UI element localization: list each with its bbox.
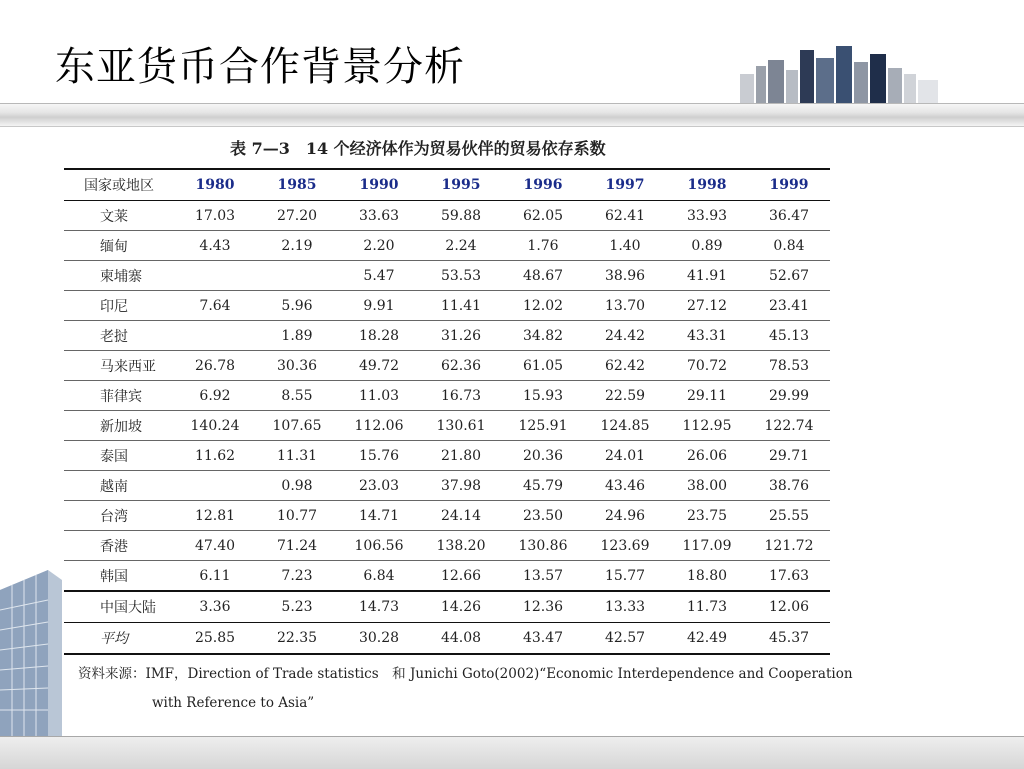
cell-value: 112.06 xyxy=(338,411,420,441)
cell-value: 14.26 xyxy=(420,591,502,623)
cell-value: 15.76 xyxy=(338,441,420,471)
cell-value xyxy=(256,261,338,291)
cell-value: 12.81 xyxy=(174,501,256,531)
cell-value: 1.40 xyxy=(584,231,666,261)
cell-value: 1.76 xyxy=(502,231,584,261)
cell-value xyxy=(174,261,256,291)
cell-value: 106.56 xyxy=(338,531,420,561)
cell-value: 48.67 xyxy=(502,261,584,291)
cell-value: 23.41 xyxy=(748,291,830,321)
cell-value: 4.43 xyxy=(174,231,256,261)
building-decoration xyxy=(0,570,62,738)
cell-value: 12.36 xyxy=(502,591,584,623)
cell-value: 12.66 xyxy=(420,561,502,592)
cell-value: 121.72 xyxy=(748,531,830,561)
cell-value: 12.02 xyxy=(502,291,584,321)
cell-value: 24.42 xyxy=(584,321,666,351)
cell-value: 124.85 xyxy=(584,411,666,441)
table-row xyxy=(64,531,830,561)
table-row xyxy=(64,291,830,321)
cell-value: 130.86 xyxy=(502,531,584,561)
cell-value: 43.31 xyxy=(666,321,748,351)
header-rule xyxy=(0,103,1024,127)
cell-value: 10.77 xyxy=(256,501,338,531)
cell-value: 25.55 xyxy=(748,501,830,531)
cell-value: 23.03 xyxy=(338,471,420,501)
cell-value: 1.89 xyxy=(256,321,338,351)
cell-value: 33.63 xyxy=(338,201,420,231)
cell-value: 15.93 xyxy=(502,381,584,411)
cell-value: 117.09 xyxy=(666,531,748,561)
cell-value: 45.37 xyxy=(748,623,830,655)
slide-title: 东亚货币合作背景分析 xyxy=(55,44,465,90)
cell-value: 23.75 xyxy=(666,501,748,531)
cell-value: 123.69 xyxy=(584,531,666,561)
cell-value: 22.59 xyxy=(584,381,666,411)
table-caption: 表 7—3 14 个经济体作为贸易伙伴的贸易依存系数 xyxy=(230,139,606,158)
cell-value: 44.08 xyxy=(420,623,502,655)
cell-value: 11.03 xyxy=(338,381,420,411)
cell-value: 14.73 xyxy=(338,591,420,623)
cell-value: 29.99 xyxy=(748,381,830,411)
row-label: 韩国 xyxy=(64,561,174,592)
cell-value: 6.11 xyxy=(174,561,256,592)
cell-value: 24.14 xyxy=(420,501,502,531)
cell-value: 23.50 xyxy=(502,501,584,531)
row-label: 老挝 xyxy=(64,321,174,351)
cell-value: 62.05 xyxy=(502,201,584,231)
table-row xyxy=(64,231,830,261)
cell-value: 38.00 xyxy=(666,471,748,501)
cell-value: 62.36 xyxy=(420,351,502,381)
table-row xyxy=(64,261,830,291)
cell-value: 0.84 xyxy=(748,231,830,261)
header-year: 1997 xyxy=(584,169,666,201)
cell-value: 125.91 xyxy=(502,411,584,441)
row-label: 越南 xyxy=(64,471,174,501)
skyline-decoration xyxy=(740,44,940,106)
cell-value: 42.57 xyxy=(584,623,666,655)
cell-value: 62.41 xyxy=(584,201,666,231)
cell-value: 11.62 xyxy=(174,441,256,471)
table-row xyxy=(64,351,830,381)
cell-value: 42.49 xyxy=(666,623,748,655)
china-row xyxy=(64,591,830,623)
cell-value: 62.42 xyxy=(584,351,666,381)
cell-value: 26.78 xyxy=(174,351,256,381)
cell-value: 26.06 xyxy=(666,441,748,471)
cell-value: 16.73 xyxy=(420,381,502,411)
cell-value: 45.13 xyxy=(748,321,830,351)
table-row xyxy=(64,411,830,441)
cell-value: 49.72 xyxy=(338,351,420,381)
row-label: 缅甸 xyxy=(64,231,174,261)
cell-value: 122.74 xyxy=(748,411,830,441)
source-line-1: 资料来源：IMF，Direction of Trade statistics 和 Junichi Goto(2002)“Economic Interdependence and Cooperation xyxy=(78,666,853,682)
cell-value: 33.93 xyxy=(666,201,748,231)
cell-value: 17.03 xyxy=(174,201,256,231)
cell-value: 43.47 xyxy=(502,623,584,655)
row-label: 新加坡 xyxy=(64,411,174,441)
header-year: 1985 xyxy=(256,169,338,201)
row-label: 马来西亚 xyxy=(64,351,174,381)
cell-value: 107.65 xyxy=(256,411,338,441)
table-row xyxy=(64,441,830,471)
cell-value: 52.67 xyxy=(748,261,830,291)
row-label: 印尼 xyxy=(64,291,174,321)
cell-value: 2.20 xyxy=(338,231,420,261)
row-label: 菲律宾 xyxy=(64,381,174,411)
cell-value: 140.24 xyxy=(174,411,256,441)
cell-value: 12.06 xyxy=(748,591,830,623)
cell-value: 0.98 xyxy=(256,471,338,501)
cell-value: 2.24 xyxy=(420,231,502,261)
cell-value: 9.91 xyxy=(338,291,420,321)
header-year: 1996 xyxy=(502,169,584,201)
table-row xyxy=(64,561,830,592)
header-country: 国家或地区 xyxy=(64,169,174,201)
table-row xyxy=(64,321,830,351)
cell-value: 61.05 xyxy=(502,351,584,381)
table-row xyxy=(64,501,830,531)
cell-value: 31.26 xyxy=(420,321,502,351)
cell-value: 6.84 xyxy=(338,561,420,592)
cell-value: 30.28 xyxy=(338,623,420,655)
cell-value: 34.82 xyxy=(502,321,584,351)
cell-value: 38.96 xyxy=(584,261,666,291)
cell-value: 21.80 xyxy=(420,441,502,471)
row-label: 香港 xyxy=(64,531,174,561)
table-row xyxy=(64,201,830,231)
table-figure xyxy=(62,130,872,712)
cell-value: 2.19 xyxy=(256,231,338,261)
cell-value: 5.47 xyxy=(338,261,420,291)
cell-value: 24.01 xyxy=(584,441,666,471)
cell-value: 11.73 xyxy=(666,591,748,623)
cell-value: 20.36 xyxy=(502,441,584,471)
cell-value: 29.71 xyxy=(748,441,830,471)
cell-value: 7.23 xyxy=(256,561,338,592)
header-year: 1995 xyxy=(420,169,502,201)
row-label: 泰国 xyxy=(64,441,174,471)
cell-value: 70.72 xyxy=(666,351,748,381)
cell-value: 5.23 xyxy=(256,591,338,623)
cell-value: 29.11 xyxy=(666,381,748,411)
header-year: 1980 xyxy=(174,169,256,201)
cell-value xyxy=(174,321,256,351)
table-row xyxy=(64,471,830,501)
cell-value: 41.91 xyxy=(666,261,748,291)
cell-value: 27.20 xyxy=(256,201,338,231)
source-note xyxy=(78,660,853,718)
cell-value: 27.12 xyxy=(666,291,748,321)
row-label: 台湾 xyxy=(64,501,174,531)
cell-value: 0.89 xyxy=(666,231,748,261)
cell-value: 11.31 xyxy=(256,441,338,471)
cell-value: 38.76 xyxy=(748,471,830,501)
source-line-2: with Reference to Asia” xyxy=(152,695,315,711)
table-row xyxy=(64,381,830,411)
cell-value: 8.55 xyxy=(256,381,338,411)
cell-value: 78.53 xyxy=(748,351,830,381)
cell-value: 30.36 xyxy=(256,351,338,381)
cell-value: 18.80 xyxy=(666,561,748,592)
row-label: 柬埔寨 xyxy=(64,261,174,291)
cell-value: 5.96 xyxy=(256,291,338,321)
cell-value: 112.95 xyxy=(666,411,748,441)
cell-value: 43.46 xyxy=(584,471,666,501)
cell-value: 37.98 xyxy=(420,471,502,501)
cell-value: 13.33 xyxy=(584,591,666,623)
cell-value: 138.20 xyxy=(420,531,502,561)
cell-value: 24.96 xyxy=(584,501,666,531)
cell-value: 130.61 xyxy=(420,411,502,441)
header-year: 1999 xyxy=(748,169,830,201)
cell-value: 59.88 xyxy=(420,201,502,231)
cell-value: 13.70 xyxy=(584,291,666,321)
cell-value: 45.79 xyxy=(502,471,584,501)
table-header-row xyxy=(64,169,830,201)
average-row xyxy=(64,623,830,655)
cell-value: 36.47 xyxy=(748,201,830,231)
row-label: 平均 xyxy=(64,623,174,655)
cell-value: 22.35 xyxy=(256,623,338,655)
cell-value: 3.36 xyxy=(174,591,256,623)
cell-value xyxy=(174,471,256,501)
cell-value: 18.28 xyxy=(338,321,420,351)
footer-band xyxy=(0,736,1024,769)
cell-value: 6.92 xyxy=(174,381,256,411)
cell-value: 47.40 xyxy=(174,531,256,561)
row-label: 中国大陆 xyxy=(64,591,174,623)
cell-value: 15.77 xyxy=(584,561,666,592)
trade-dependency-table xyxy=(64,168,830,655)
row-label: 文莱 xyxy=(64,201,174,231)
cell-value: 11.41 xyxy=(420,291,502,321)
cell-value: 25.85 xyxy=(174,623,256,655)
cell-value: 7.64 xyxy=(174,291,256,321)
header-year: 1990 xyxy=(338,169,420,201)
cell-value: 13.57 xyxy=(502,561,584,592)
cell-value: 17.63 xyxy=(748,561,830,592)
cell-value: 71.24 xyxy=(256,531,338,561)
cell-value: 14.71 xyxy=(338,501,420,531)
cell-value: 53.53 xyxy=(420,261,502,291)
header-year: 1998 xyxy=(666,169,748,201)
